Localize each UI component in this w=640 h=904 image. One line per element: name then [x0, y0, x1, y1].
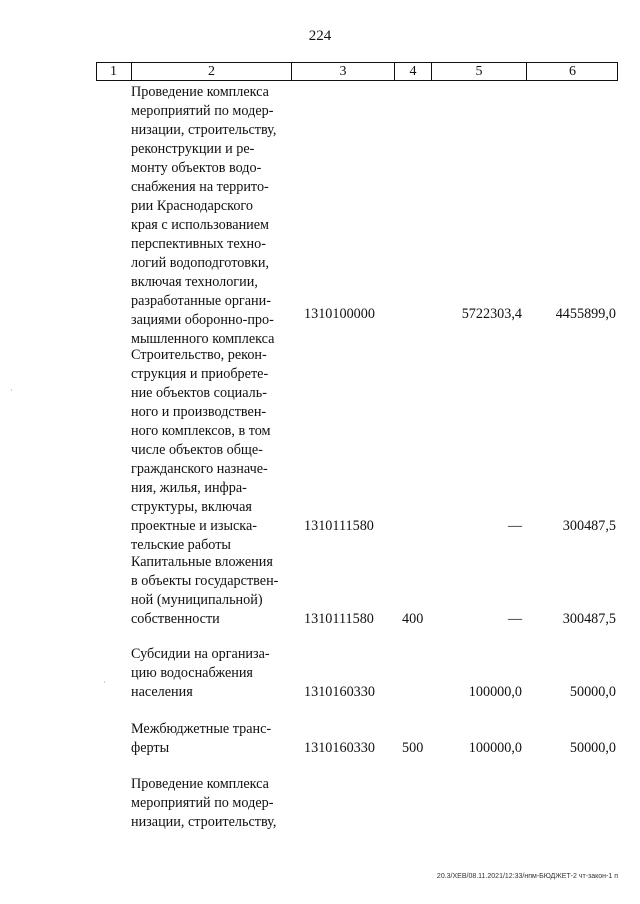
header-col-5: 5 [431, 63, 526, 80]
row-expense-type: 500 [402, 740, 424, 756]
row-sum-col6: 300487,5 [562, 611, 616, 627]
document-footer: 20.3/ХЕВ/08.11.2021/12:33/нпм-БЮДЖЕТ-2 чт-закон-1 п [436, 873, 618, 880]
header-col-3: 3 [291, 63, 394, 80]
row-code: 1310160330 [304, 684, 375, 700]
row-description: Строительство, рекон- струкция и приобрете- ние объектов социаль- ного и производствен- ного комплексов, в том числе объектов обще- гражданского назначе- ния, жилья, инфра- структуры, включая проектные и изыска- тельские работы [131, 347, 271, 553]
row-code: 1310111580 [304, 518, 374, 534]
row-sum-col5: 100000,0 [468, 684, 522, 700]
row-sum-col5: — [507, 518, 522, 534]
row-sum-col6: 4455899,0 [555, 306, 616, 322]
row-code: 1310100000 [304, 306, 375, 322]
scan-speck: · [103, 678, 106, 687]
row-sum-col6: 50000,0 [569, 740, 616, 756]
header-col-1: 1 [110, 64, 117, 79]
scan-speck: · [10, 386, 13, 395]
row-description: Субсидии на организа- цию водоснабжения населения [131, 646, 270, 700]
row-description: Проведение комплекса мероприятий по модер- низации, строительству, реконструкции и ре- монту объектов водо- снабжения на террито- рии Краснодарского края с использованием перспективных техно- логий водоподготовки, включая технологии, разработанные органи- зациями оборонно-про- мышленного комплекса [131, 84, 277, 347]
row-sum-col5: — [507, 611, 522, 627]
header-col-4: 4 [394, 63, 431, 80]
header-col-6: 6 [526, 63, 618, 80]
row-description: Капитальные вложения в объекты государствен- ной (муниципальной) собственности [131, 554, 279, 627]
row-description: Проведение комплекса мероприятий по модер- низации, строительству, [131, 776, 277, 830]
row-code: 1310111580 [304, 611, 374, 627]
table-header [96, 62, 618, 81]
row-description: Межбюджетные транс- ферты [131, 721, 272, 756]
row-sum-col5: 5722303,4 [461, 306, 522, 322]
row-sum-col6: 300487,5 [562, 518, 616, 534]
row-code: 1310160330 [304, 740, 375, 756]
row-expense-type: 400 [402, 611, 424, 627]
page-number: 224 [308, 28, 332, 44]
header-col-2: 2 [131, 63, 291, 80]
row-sum-col5: 100000,0 [468, 740, 522, 756]
row-sum-col6: 50000,0 [569, 684, 616, 700]
